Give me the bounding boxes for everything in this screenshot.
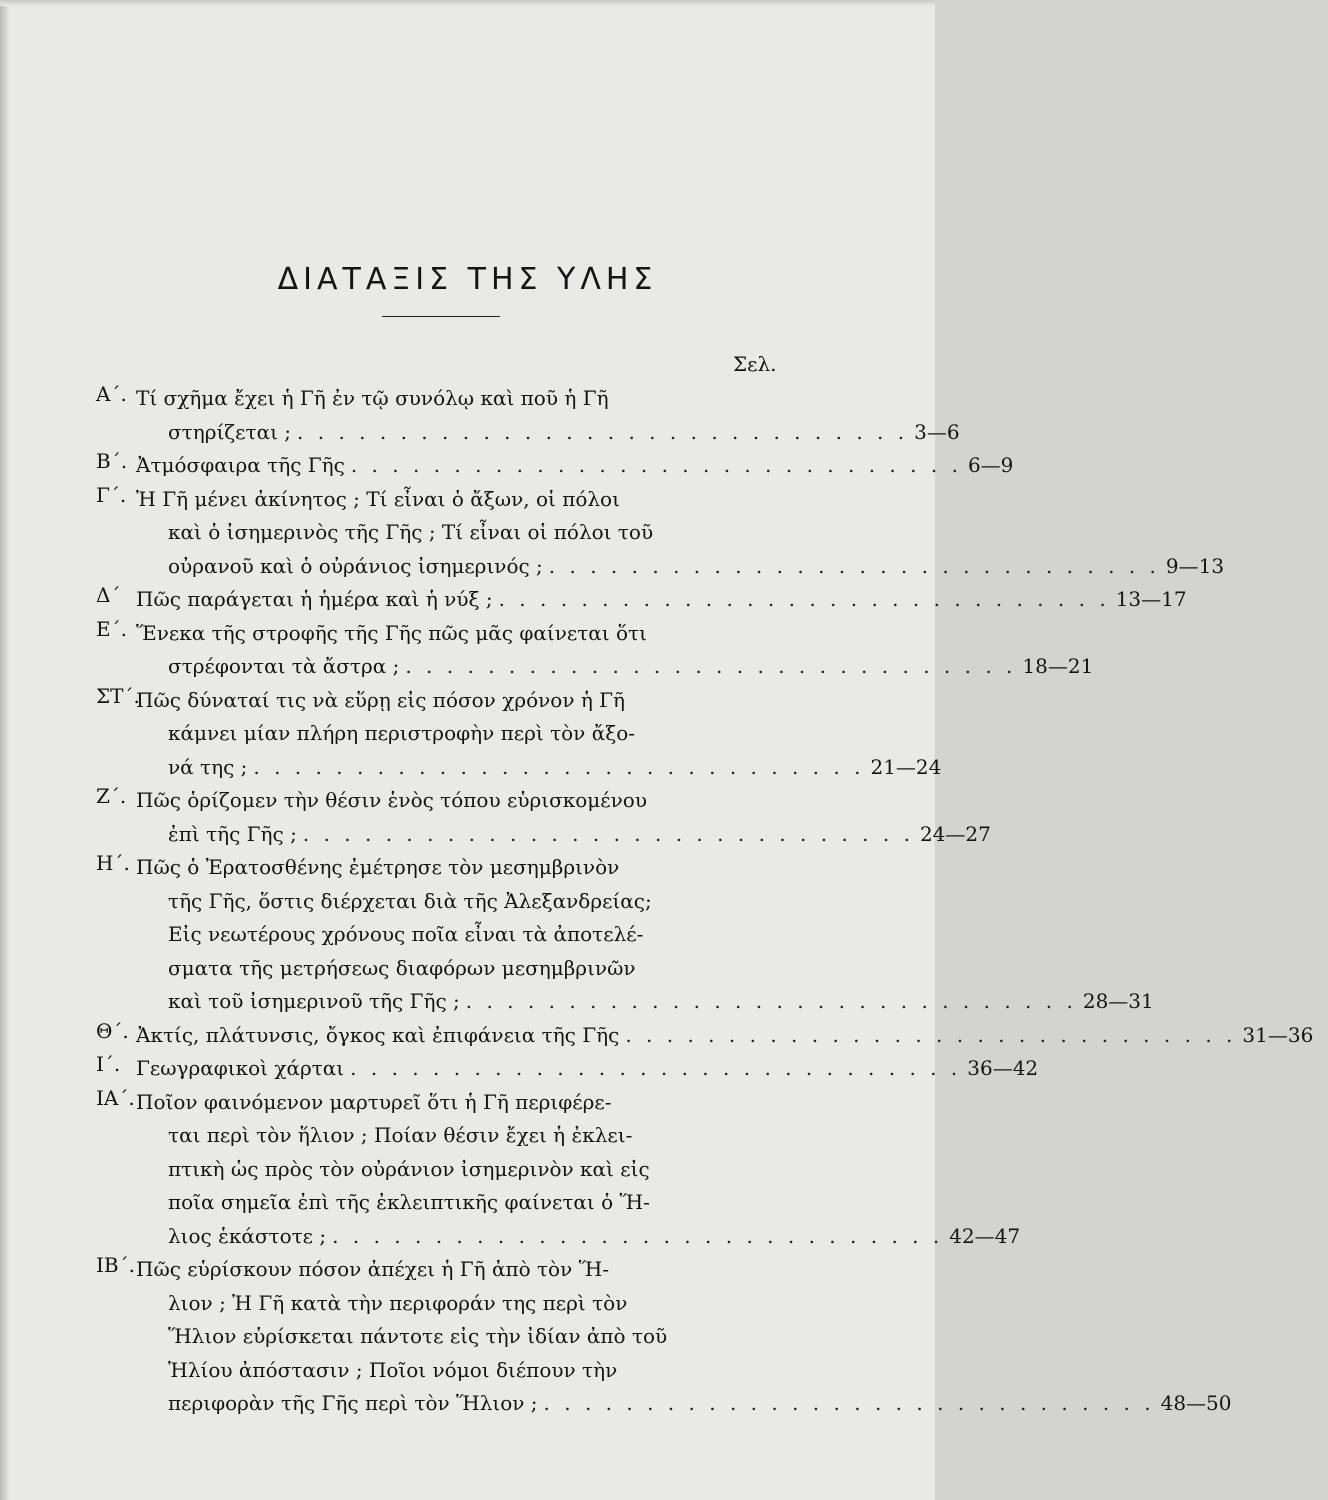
toc-entry [96, 683, 942, 785]
title-underline [382, 316, 500, 317]
dot-leader: . . . . . . . . . . . . . . . . . . . . . . . . . . . . . . [405, 654, 1017, 678]
toc-entry [96, 382, 960, 449]
entry-final-line [96, 416, 960, 450]
toc-entry [96, 583, 1187, 617]
entry-text-line: Γεωγραφικοὶ χάρται [136, 1056, 345, 1080]
page-range: 6—9 [967, 453, 1014, 477]
entry-text-line: Πῶς δύναταί τις νὰ εὕρῃ εἰς πόσον χρόνον ἡ Γῆ [136, 687, 626, 712]
page-range: 31—36 [1242, 1022, 1314, 1047]
page-range: 9—13 [1165, 553, 1225, 578]
pages-column-header: Σελ. [733, 352, 777, 376]
entry-text-line: Ἕνεκα τῆς στροφῆς τῆς Γῆς πῶς μᾶς φαίνεται ὅτι [136, 620, 647, 645]
dot-leader: . . . . . . . . . . . . . . . . . . . . . . . . . . . . . . [625, 1022, 1237, 1047]
entry-text-line: Ἀκτίς, πλάτυνσις, ὄγκος καὶ ἐπιφάνεια τῆς Γῆς [136, 1022, 620, 1047]
entry-final-line [96, 751, 942, 785]
page-range: 13—17 [1115, 587, 1187, 611]
entry-text-line: Ἡ Γῆ μένει ἀκίνητος ; Τί εἶναι ὁ ἄξων, οἱ πόλοι [136, 486, 620, 511]
dot-leader: . . . . . . . . . . . . . . . . . . . . . . . . . . . . . . [297, 419, 909, 444]
entry-number: Ζ΄. [96, 784, 127, 808]
entry-text-line: λιον ; Ἡ Γῆ κατὰ τὴν περιφοράν της περὶ τὸν [168, 1290, 628, 1315]
entry-text-line: Πῶς ὁ Ἐρατοσθένης ἐμέτρησε τὸν μεσημβρινὸν [136, 855, 620, 879]
entry-final-line [96, 449, 1014, 483]
entry-number: Α΄. [96, 382, 127, 406]
entry-number: Ι΄. [96, 1052, 121, 1076]
toc-entry [96, 616, 1094, 684]
page-range: 42—47 [949, 1223, 1021, 1248]
dot-leader: . . . . . . . . . . . . . . . . . . . . . . . . . . . . . . [543, 1391, 1155, 1415]
entry-final-line [96, 1387, 1232, 1421]
entry-text-line: οὐρανοῦ καὶ ὁ οὐράνιος ἰσημερινός ; [168, 553, 543, 578]
page-range: 21—24 [870, 754, 942, 779]
entry-text-line: Τί σχῆμα ἔχει ἡ Γῆ ἐν τῷ συνόλῳ καὶ ποῦ ἡ Γῆ [136, 386, 609, 410]
entry-final-line [96, 583, 1187, 617]
entry-text-line: Πῶς εὑρίσκουν πόσον ἀπέχει ἡ Γῆ ἀπὸ τὸν Ἥ- [136, 1257, 610, 1281]
table-of-contents [96, 382, 1314, 1421]
entry-number: ΙΑ΄. [96, 1085, 135, 1110]
dot-leader: . . . . . . . . . . . . . . . . . . . . . . . . . . . . . . [350, 453, 962, 477]
dot-leader: . . . . . . . . . . . . . . . . . . . . . . . . . . . . . . [253, 754, 865, 779]
toc-entry [96, 784, 991, 851]
page-range: 24—27 [919, 821, 991, 846]
dot-leader: . . . . . . . . . . . . . . . . . . . . . . . . . . . . . . [332, 1223, 944, 1248]
page-range: 48—50 [1160, 1391, 1232, 1415]
entry-number: Η΄. [96, 851, 130, 875]
entry-final-line [96, 1220, 1021, 1254]
entry-number: ΙΒ΄. [96, 1253, 135, 1277]
entry-text-line: ποῖα σημεῖα ἐπὶ τῆς ἐκλειπτικῆς φαίνεται ὁ Ἥ- [168, 1190, 650, 1214]
entry-text-line: κάμνει μίαν πλήρη περιστροφὴν περὶ τὸν ἄξο- [168, 721, 636, 745]
entry-final-line [96, 650, 1094, 684]
entry-final-line [96, 1019, 1314, 1053]
dot-leader: . . . . . . . . . . . . . . . . . . . . . . . . . . . . . . [465, 989, 1077, 1013]
entry-text-line: Εἰς νεωτέρους χρόνους ποῖα εἶναι τὰ ἀποτελέ- [168, 922, 644, 946]
entry-text-line: λιος ἑκάστοτε ; [168, 1223, 327, 1248]
dot-leader: . . . . . . . . . . . . . . . . . . . . . . . . . . . . . . [302, 821, 914, 846]
dot-leader: . . . . . . . . . . . . . . . . . . . . . . . . . . . . . . [350, 1056, 962, 1080]
toc-entry [96, 1085, 1021, 1254]
entry-text-line: καὶ ὁ ἰσημερινὸς τῆς Γῆς ; Τί εἶναι οἱ πόλοι τοῦ [168, 520, 654, 544]
entry-text-line: Ἡλίου ἀπόστασιν ; Ποῖοι νόμοι διέπουν τὴν [168, 1357, 618, 1382]
entry-number: Θ΄. [96, 1018, 129, 1043]
page-title: ΔΙΑΤΑΞΙΣ ΤΗΣ ΥΛΗΣ [277, 262, 658, 297]
entry-text-line: στρέφονται τὰ ἄστρα ; [168, 654, 400, 678]
page-range: 28—31 [1082, 989, 1154, 1013]
entry-text-line: Πῶς ὁρίζομεν τὴν θέσιν ἑνὸς τόπου εὑρισκομένου [136, 788, 648, 812]
entry-final-line [96, 1052, 1039, 1086]
toc-entry [96, 482, 1225, 584]
entry-text-line: στηρίζεται ; [168, 419, 292, 444]
entry-text-line: Ποῖον φαινόμενον μαρτυρεῖ ὅτι ἡ Γῆ περιφέρε- [136, 1089, 612, 1114]
page-range: 18—21 [1022, 654, 1094, 678]
page-range: 3—6 [914, 419, 960, 444]
entry-text-line: ἐπὶ τῆς Γῆς ; [168, 821, 297, 846]
entry-number: Γ΄. [96, 482, 127, 507]
toc-entry [96, 851, 1154, 1019]
entry-text-line: καὶ τοῦ ἰσημερινοῦ τῆς Γῆς ; [168, 989, 460, 1013]
entry-text-line: πτικὴ ὡς πρὸς τὸν οὐράνιον ἰσημερινὸν καὶ εἰς [168, 1156, 650, 1181]
dot-leader: . . . . . . . . . . . . . . . . . . . . . . . . . . . . . . [548, 553, 1160, 578]
page-range: 36—42 [967, 1056, 1039, 1080]
entry-text-line: Πῶς παράγεται ἡ ἡμέρα καὶ ἡ νύξ ; [136, 587, 493, 611]
entry-text-line: σματα τῆς μετρήσεως διαφόρων μεσημβρινῶν [168, 955, 636, 980]
entry-final-line [96, 550, 1225, 584]
entry-text-line: Ἥλιον εὑρίσκεται πάντοτε εἰς τὴν ἰδίαν ἀπὸ τοῦ [168, 1324, 668, 1348]
toc-entry [96, 1052, 1039, 1086]
entry-text-line: περιφορὰν τῆς Γῆς περὶ τὸν Ἥλιον ; [168, 1391, 538, 1415]
dot-leader: . . . . . . . . . . . . . . . . . . . . . . . . . . . . . . [498, 587, 1110, 611]
toc-entry [96, 449, 1014, 483]
entry-text-line: τῆς Γῆς, ὅστις διέρχεται διὰ τῆς Ἀλεξανδρείας; [168, 888, 652, 913]
entry-final-line [96, 985, 1154, 1019]
entry-final-line [96, 818, 991, 852]
toc-entry [96, 1253, 1232, 1421]
entry-number: Δ΄ [96, 583, 121, 607]
entry-text-line: ται περὶ τὸν ἥλιον ; Ποίαν θέσιν ἔχει ἡ ἐκλει- [168, 1123, 633, 1147]
toc-entry [96, 1018, 1314, 1053]
entry-text-line: νά της ; [168, 754, 248, 779]
entry-number: ΣΤ΄. [96, 683, 140, 708]
entry-number: Ε΄. [96, 616, 127, 641]
entry-number: Β΄. [96, 449, 128, 473]
entry-text-line: Ἀτμόσφαιρα τῆς Γῆς [136, 453, 345, 477]
